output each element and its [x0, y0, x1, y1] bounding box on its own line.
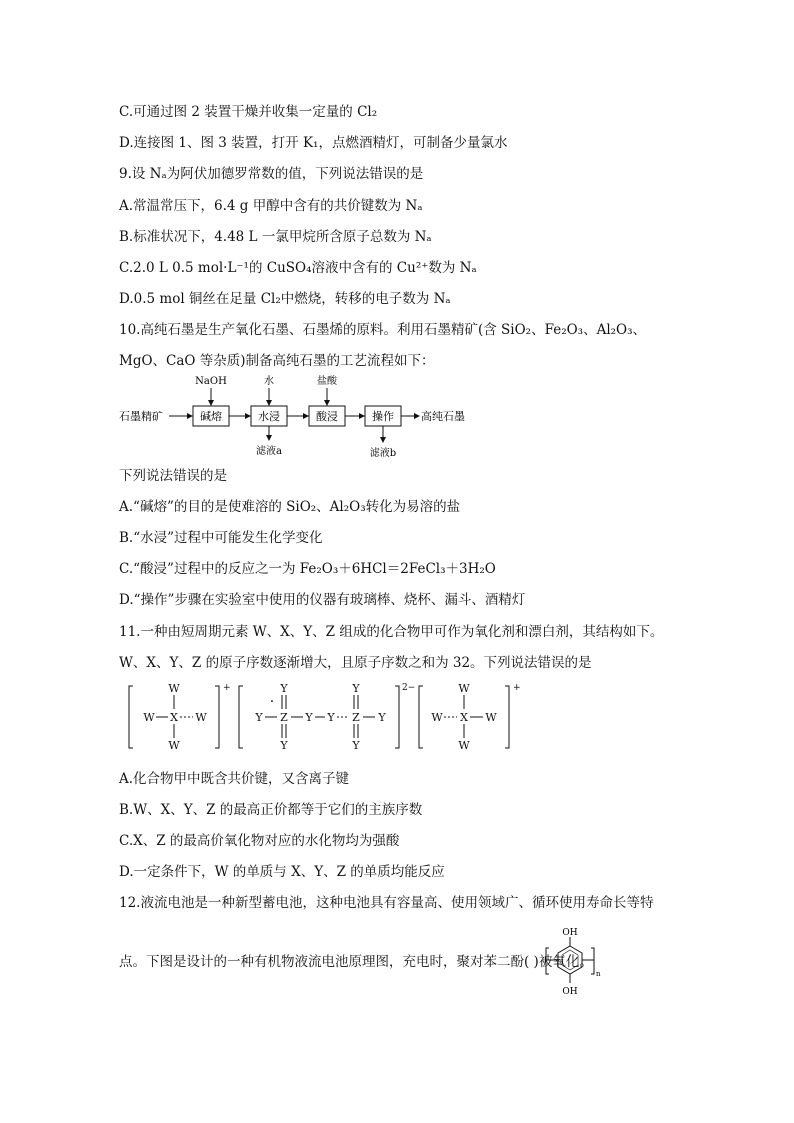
step-input-hcl: 盐酸 [317, 376, 337, 387]
option-b-q10: B.“水浸”过程中可能发生化学变化 [119, 530, 323, 546]
option-c-q10: C.“酸浸”过程中的反应之一为 Fe₂O₃＋6HCl＝2FeCl₃＋3H₂O [119, 561, 496, 577]
cation1-charge: + [223, 683, 231, 693]
option-d-q8: D.连接图 1、图 3 装置，打开 K₁，点燃酒精灯，可制备少量氯水 [119, 135, 508, 151]
process-flow-diagram [119, 372, 479, 462]
question-11-line1: 11.一种由短周期元素 W、X、Y、Z 组成的化合物甲可作为氧化剂和漂白剂，其结构如下。 [119, 624, 664, 640]
option-c-q11: C.X、Z 的最高价氧化物对应的水化物均为强酸 [119, 833, 400, 849]
cation2-w-bottom: W [458, 739, 470, 752]
oh-top-label: OH [562, 928, 578, 938]
step-input-naoh: NaOH [195, 376, 227, 387]
option-b-q11: B.W、X、Y、Z 的最高正价都等于它们的主族序数 [119, 802, 423, 818]
anion-y-bottom-right: Y [352, 739, 360, 752]
cation1-w-bottom: W [168, 739, 180, 752]
question-12-line2: 点。下图是设计的一种有机物液流电池原理图，充电时，聚对苯二酚( )被氧化。 [119, 954, 593, 970]
filtrate-b: 滤液b [369, 448, 397, 459]
anion-dot: · [269, 694, 275, 710]
question-12-line1: 12.液流电池是一种新型蓄电池，这种电池具有容量高、使用领域广、循环使用寿命长等特 [119, 895, 654, 911]
option-d-q10: D.“操作”步骤在实验室中使用的仪器有玻璃棒、烧杯、漏斗、酒精灯 [119, 592, 526, 608]
filtrate-a: 滤液a [256, 446, 282, 457]
anion-y-top-right: Y [352, 682, 360, 695]
anion-z-right: Z [352, 711, 360, 724]
anion-charge: 2− [402, 683, 416, 693]
polymer-subscript-n: n [596, 970, 601, 978]
cation1-w-top: W [168, 682, 180, 695]
anion-y-bridge-1: Y [305, 711, 313, 724]
option-d-q9: D.0.5 mol 铜丝在足量 Cl₂中燃烧，转移的电子数为 Nₐ [119, 291, 451, 307]
question-10-line2: MgO、CaO 等杂质)制备高纯石墨的工艺流程如下： [119, 353, 435, 369]
flow-start: 石墨精矿 [119, 410, 163, 423]
step-label-alkali-fusion: 碱熔 [200, 410, 222, 423]
oh-bottom-label: OH [562, 987, 578, 997]
question-10-line1: 10.高纯石墨是生产氧化石墨、石墨烯的原料。利用石墨精矿(含 SiO₂、Fe₂O₃、Al₂O₃、 [119, 322, 647, 338]
anion-y-bridge-2: Y [327, 711, 335, 724]
cation2-w-left: W [431, 711, 443, 724]
step-label-water-leach: 水浸 [258, 410, 280, 423]
option-a-q11: A.化合物甲中既含共价键，又含离子键 [119, 771, 350, 787]
option-a-q9: A.常温常压下，6.4 g 甲醇中含有的共价键数为 Nₐ [119, 198, 423, 214]
question-9: 9.设 Nₐ为阿伏加德罗常数的值，下列说法错误的是 [119, 166, 424, 182]
cation2-center-x: X [460, 711, 468, 724]
anion-y-top-left: Y [280, 682, 288, 695]
question-11-line2: W、X、Y、Z 的原子序数逐渐增大，且原子序数之和为 32。下列说法错误的是 [119, 655, 592, 671]
cation2-w-right: W [485, 711, 497, 724]
option-d-q11: D.一定条件下，W 的单质与 X、Y、Z 的单质均能反应 [119, 864, 445, 880]
option-b-q9: B.标准状况下，4.48 L 一氯甲烷所含原子总数为 Nₐ [119, 229, 432, 245]
anion-z-left: Z [280, 711, 288, 724]
step-input-water: 水 [264, 376, 274, 387]
question-10-prompt: 下列说法错误的是 [119, 468, 227, 484]
cation1-w-right: W [195, 711, 207, 724]
option-a-q10: A.“碱熔”的目的是使难溶的 SiO₂、Al₂O₃转化为易溶的盐 [119, 499, 461, 515]
step-label-acid-leach: 酸浸 [316, 410, 338, 423]
step-label-operation: 操作 [372, 410, 394, 423]
cation2-w-top: W [458, 682, 470, 695]
flow-end: 高纯石墨 [421, 410, 465, 423]
option-c-q9: C.2.0 L 0.5 mol·L⁻¹的 CuSO₄溶液中含有的 Cu²⁺数为 Nₐ [119, 260, 477, 276]
anion-y-bottom-left: Y [280, 739, 288, 752]
cation1-w-left: W [143, 711, 155, 724]
anion-y-right: Y [378, 711, 386, 724]
cation2-charge: + [513, 683, 521, 693]
anion-y-left: Y [255, 711, 263, 724]
compound-structure-diagram [119, 676, 559, 756]
polyhydroquinone-structure [540, 926, 600, 998]
option-c-q8: C.可通过图 2 装置干燥并收集一定量的 Cl₂ [119, 104, 378, 120]
cation1-center-x: X [170, 711, 178, 724]
